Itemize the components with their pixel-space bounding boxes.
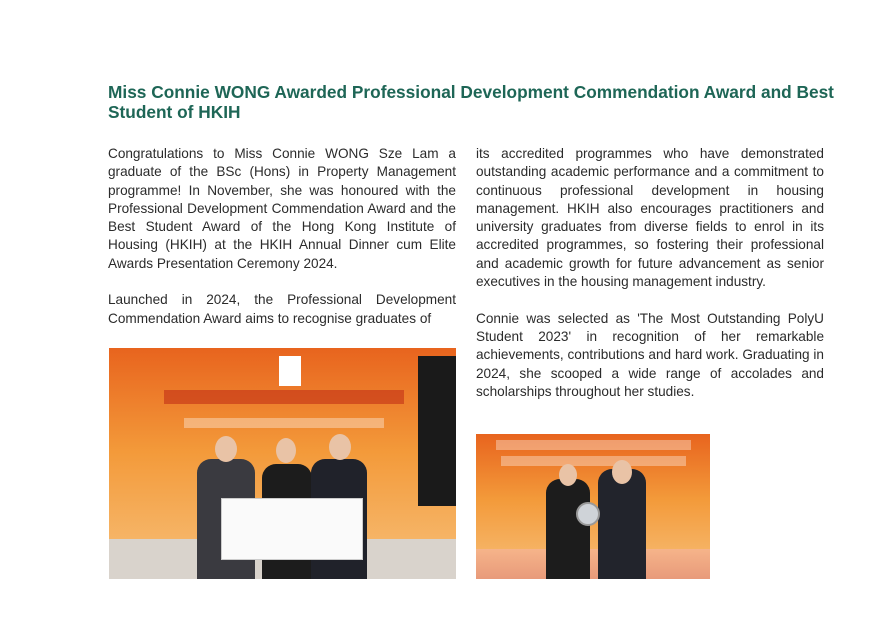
cheque <box>221 498 363 560</box>
head <box>329 434 351 460</box>
award-ceremony-photo-trophy <box>476 434 710 579</box>
right-column <box>476 145 824 419</box>
head <box>276 438 296 463</box>
screen-panel <box>418 356 456 506</box>
paragraph: Congratulations to Miss Connie WONG Sze Lam a graduate of the BSc (Hons) in Property Management programme! In November, she was honoured with the Professional Development Commendation Award and the Best Student Award of the Hong Kong Institute of Housing (HKIH) at the HKIH Annual Dinner cum Elite Awards Presentation Ceremony 2024. <box>108 146 456 271</box>
banner <box>184 418 384 428</box>
paragraph: Launched in 2024, the Professional Development Commendation Award aims to recognise graduates of <box>108 292 456 326</box>
banner <box>164 390 404 404</box>
left-column <box>108 145 456 346</box>
person <box>598 469 646 579</box>
person <box>546 479 590 579</box>
logo-mark <box>279 356 301 386</box>
banner <box>496 440 691 450</box>
paragraph: its accredited programmes who have demonstrated outstanding academic performance and a commitment to continuous professional development in housing management. HKIH also encourages practitioners and university graduates from diverse fields to enrol in its accredited programmes, so fostering their professional and academic growth for future advancement as senior executives in the housing management industry. <box>476 146 824 290</box>
head <box>559 464 577 486</box>
article-title: Miss Connie WONG Awarded Professional Development Commendation Award and Best Student of HKIH <box>108 82 834 122</box>
trophy-plate <box>576 502 600 526</box>
paragraph: Connie was selected as 'The Most Outstanding PolyU Student 2023' in recognition of her remarkable achievements, contributions and hard work. Graduating in 2024, she scooped a wide range of accolades and scholarships throughout her studies. <box>476 310 824 399</box>
award-ceremony-photo-cheque <box>109 348 456 579</box>
head <box>215 436 237 462</box>
banner <box>501 456 686 466</box>
backdrop-skyline <box>476 549 710 579</box>
head <box>612 460 632 484</box>
